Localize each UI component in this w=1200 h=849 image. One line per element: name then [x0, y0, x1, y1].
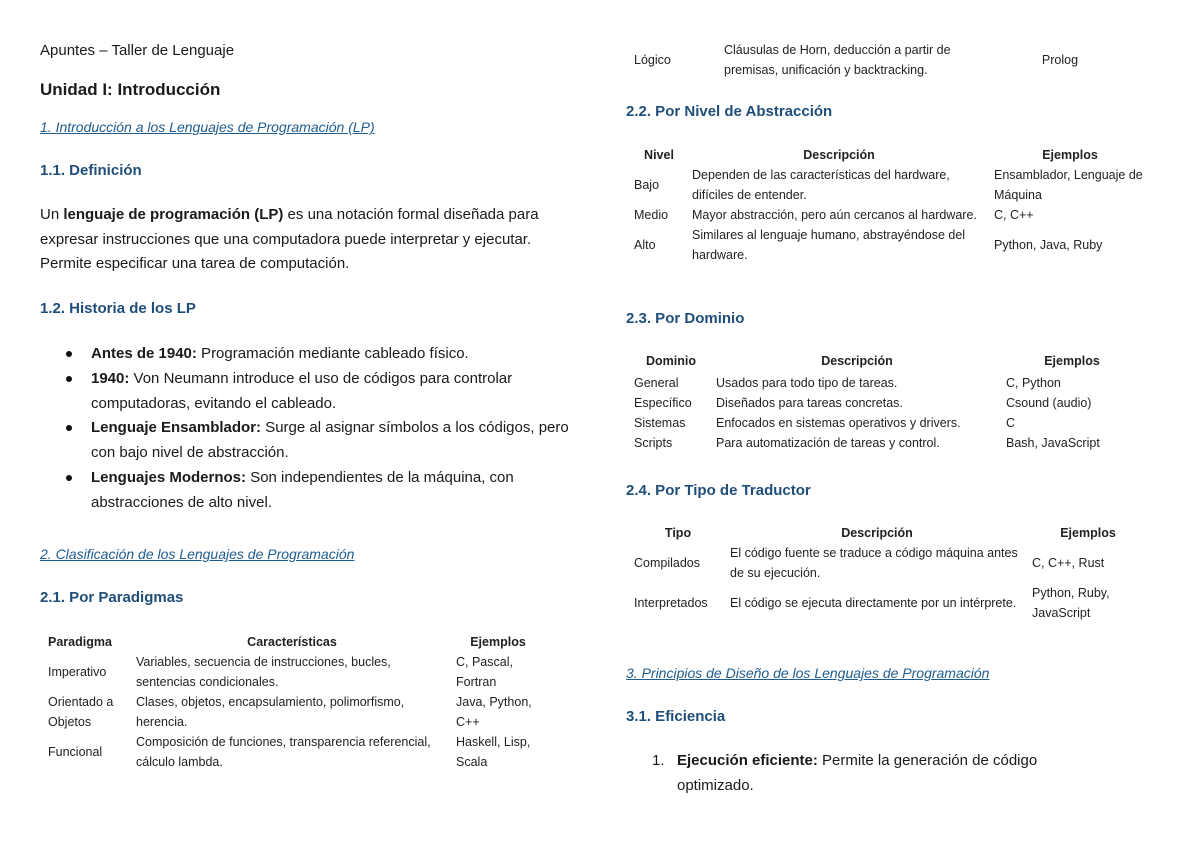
history-item: Lenguaje Ensamblador: Surge al asignar símbolos a los códigos, pero con bajo nivel de abstracción.	[91, 419, 569, 461]
table-header-row: Paradigma Características Ejemplos	[48, 635, 526, 649]
section-link-classification[interactable]: 2. Clasificación de los Lenguajes de Programación	[40, 546, 355, 562]
table-row: Alto Similares al lenguaje humano, abstrayéndose del hardware. Python, Java, Ruby	[634, 228, 1103, 262]
table-row: Sistemas Enfocados en sistemas operativos y drivers. C	[634, 415, 1016, 430]
translator-heading: 2.4. Por Tipo de Traductor	[626, 482, 811, 499]
definition-term: lenguaje de programación (LP)	[63, 206, 284, 223]
definition-paragraph: Un lenguaje de programación (LP) es una notación formal diseñada para expresar instrucciones que una computadora puede interpretar y ejecutar. Permite especificar una tarea de computación.	[40, 206, 539, 272]
table-header-row: Tipo Descripción Ejemplos	[664, 526, 1116, 540]
table-row: Específico Diseñados para tareas concretas. Csound (audio)	[634, 395, 1092, 410]
section-link-intro[interactable]: 1. Introducción a los Lenguajes de Programación (LP)	[40, 119, 375, 135]
definition-heading: 1.1. Definición	[40, 162, 142, 179]
abstraction-heading: 2.2. Por Nivel de Abstracción	[626, 103, 833, 120]
paradigms-table-continued	[630, 40, 1120, 80]
table-row: Lógico Cláusulas de Horn, deducción a partir de premisas, unificación y backtracking. Prolog	[634, 43, 1079, 77]
domain-table	[630, 351, 1142, 453]
table-row: Scripts Para automatización de tareas y control. Bash, JavaScript	[634, 435, 1100, 450]
efficiency-item: Ejecución eficiente: Permite la generación de código optimizado.	[677, 752, 1038, 794]
paradigms-heading: 2.1. Por Paradigmas	[40, 589, 184, 606]
efficiency-heading: 3.1. Eficiencia	[626, 708, 726, 725]
table-row: Bajo Dependen de las características del hardware, difíciles de entender. Ensamblador, Lenguaje de Máquina	[634, 168, 1143, 202]
abstraction-table	[630, 145, 1150, 265]
bullet-dot	[66, 425, 72, 431]
list-number: 1.	[652, 752, 665, 769]
table-row: Orientado a Objetos Clases, objetos, encapsulamiento, polimorfismo, herencia. Java, Python, C++	[48, 695, 532, 729]
domain-heading: 2.3. Por Dominio	[626, 310, 745, 327]
bullet-dot	[66, 376, 72, 382]
table-row: Medio Mayor abstracción, pero aún cercanos al hardware. C, C++	[634, 208, 1034, 222]
history-item: Lenguajes Modernos: Son independientes de la máquina, con abstracciones de alto nivel.	[91, 469, 514, 511]
translator-table	[630, 523, 1148, 623]
history-heading: 1.2. Historia de los LP	[40, 300, 196, 317]
table-row: Funcional Composición de funciones, transparencia referencial, cálculo lambda. Haskell, Lisp, Scala	[48, 735, 531, 769]
history-item: Antes de 1940: Programación mediante cableado físico.	[91, 345, 469, 362]
table-row: Interpretados El código se ejecuta directamente por un intérprete. Python, Ruby, JavaScript	[634, 586, 1110, 620]
table-row: General Usados para todo tipo de tareas. C, Python	[634, 375, 1061, 390]
bullet-dot	[66, 475, 72, 481]
unit-heading: Unidad I: Introducción	[40, 80, 221, 99]
history-item: 1940: Von Neumann introduce el uso de códigos para controlar computadoras, evitando el cableado.	[91, 370, 513, 412]
section-link-design[interactable]: 3. Principios de Diseño de los Lenguajes de Programación	[626, 665, 990, 681]
document-title: Apuntes – Taller de Lenguaje	[40, 42, 235, 59]
table-header-row: Nivel Descripción Ejemplos	[644, 148, 1098, 162]
paradigms-table	[44, 632, 544, 772]
bullet-dot	[66, 351, 72, 357]
table-row: Imperativo Variables, secuencia de instrucciones, bucles, sentencias condicionales. C, Pascal, Fortran	[48, 655, 513, 689]
table-header-row: Dominio Descripción Ejemplos	[646, 354, 1100, 368]
table-row: Compilados El código fuente se traduce a código máquina antes de su ejecución. C, C++, Rust	[634, 546, 1105, 580]
